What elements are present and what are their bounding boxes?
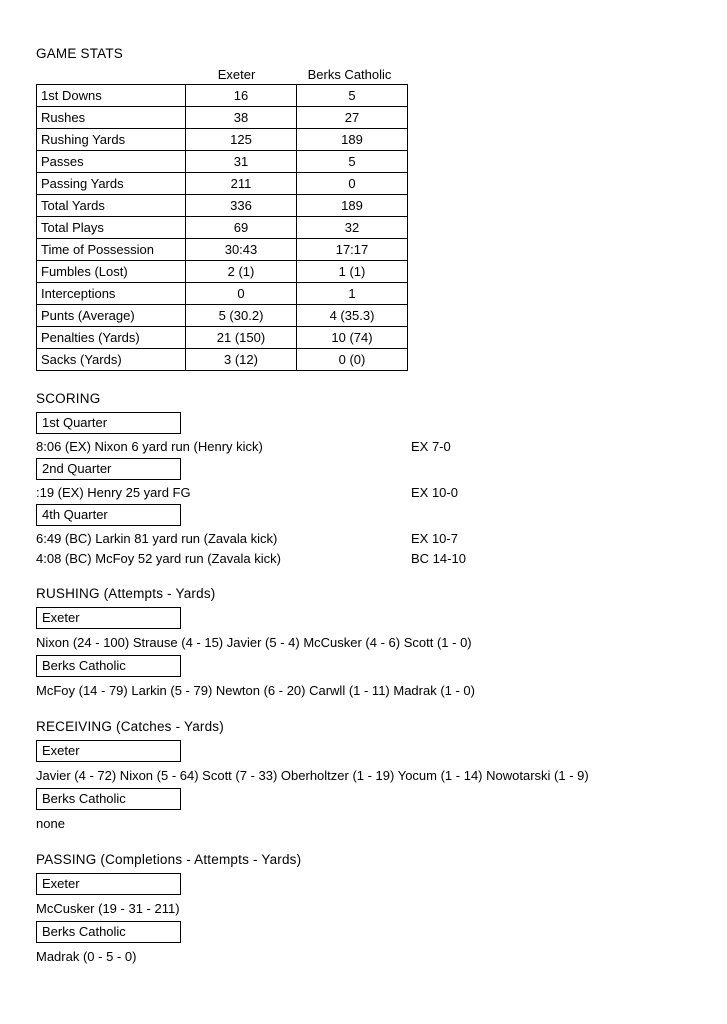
scoring-play-score: EX 7-0 bbox=[411, 439, 451, 454]
table-row bbox=[37, 239, 408, 261]
stat-value-exeter: 30:43 bbox=[186, 239, 297, 261]
scoring-play-description: 4:08 (BC) McFoy 52 yard run (Zavala kick) bbox=[36, 551, 281, 566]
receiving-berks-stats: none bbox=[36, 816, 65, 831]
scoring-quarter-2-label: 2nd Quarter bbox=[36, 458, 181, 480]
table-row bbox=[37, 151, 408, 173]
scoring-play-score: EX 10-7 bbox=[411, 531, 458, 546]
receiving-section bbox=[36, 719, 696, 832]
table-row bbox=[37, 173, 408, 195]
stat-value-exeter: 125 bbox=[186, 129, 297, 151]
passing-exeter-stats: McCusker (19 - 31 - 211) bbox=[36, 901, 180, 916]
scoring-play bbox=[36, 439, 696, 454]
passing-exeter-label: Exeter bbox=[36, 873, 181, 895]
stat-value-berks: 5 bbox=[297, 85, 408, 107]
scoring-play-description: 8:06 (EX) Nixon 6 yard run (Henry kick) bbox=[36, 439, 263, 454]
scoring-play-description: :19 (EX) Henry 25 yard FG bbox=[36, 485, 191, 500]
stat-label: Passes bbox=[37, 151, 186, 173]
table-row bbox=[37, 327, 408, 349]
scoring-play-description: 6:49 (BC) Larkin 81 yard run (Zavala kick) bbox=[36, 531, 278, 546]
game-stats-table-body bbox=[37, 85, 408, 371]
rushing-title: RUSHING (Attempts - Yards) bbox=[36, 586, 216, 601]
scoring-quarter-4-label: 4th Quarter bbox=[36, 504, 181, 526]
stat-value-berks: 189 bbox=[297, 129, 408, 151]
stat-label: 1st Downs bbox=[37, 85, 186, 107]
rushing-exeter-label: Exeter bbox=[36, 607, 181, 629]
stat-value-berks: 0 bbox=[297, 173, 408, 195]
table-row bbox=[37, 305, 408, 327]
stat-value-berks: 4 (35.3) bbox=[297, 305, 408, 327]
stat-value-berks: 0 (0) bbox=[297, 349, 408, 371]
stat-value-exeter: 3 (12) bbox=[186, 349, 297, 371]
stats-header-team-exeter: Exeter bbox=[217, 67, 256, 82]
stat-label: Fumbles (Lost) bbox=[37, 261, 186, 283]
stat-value-berks: 32 bbox=[297, 217, 408, 239]
game-stats-title: GAME STATS bbox=[36, 46, 124, 61]
table-row bbox=[37, 261, 408, 283]
stat-value-exeter: 5 (30.2) bbox=[186, 305, 297, 327]
stat-value-exeter: 211 bbox=[186, 173, 297, 195]
game-stats-table bbox=[36, 84, 408, 371]
receiving-exeter-label: Exeter bbox=[36, 740, 181, 762]
stat-value-berks: 27 bbox=[297, 107, 408, 129]
scoring-play-score: BC 14-10 bbox=[411, 551, 466, 566]
stat-label: Passing Yards bbox=[37, 173, 186, 195]
stat-value-exeter: 0 bbox=[186, 283, 297, 305]
stat-label: Rushes bbox=[37, 107, 186, 129]
stat-label: Time of Possession bbox=[37, 239, 186, 261]
passing-title: PASSING (Completions - Attempts - Yards) bbox=[36, 852, 302, 867]
stat-value-exeter: 2 (1) bbox=[186, 261, 297, 283]
table-row bbox=[37, 129, 408, 151]
stats-header-team-berks: Berks Catholic bbox=[307, 67, 392, 82]
table-row bbox=[37, 283, 408, 305]
rushing-berks-stats: McFoy (14 - 79) Larkin (5 - 79) Newton (6 - 20) Carwll (1 - 11) Madrak (1 - 0) bbox=[36, 683, 475, 698]
stat-label: Punts (Average) bbox=[37, 305, 186, 327]
passing-berks-stats: Madrak (0 - 5 - 0) bbox=[36, 949, 137, 964]
table-row bbox=[37, 349, 408, 371]
scoring-play bbox=[36, 551, 696, 566]
stats-header-spacer bbox=[36, 67, 180, 82]
stat-value-berks: 10 (74) bbox=[297, 327, 408, 349]
table-row bbox=[37, 217, 408, 239]
stat-value-berks: 17:17 bbox=[297, 239, 408, 261]
stat-label: Interceptions bbox=[37, 283, 186, 305]
stat-label: Sacks (Yards) bbox=[37, 349, 186, 371]
table-row bbox=[37, 107, 408, 129]
stat-value-berks: 189 bbox=[297, 195, 408, 217]
stat-value-exeter: 21 (150) bbox=[186, 327, 297, 349]
stat-value-berks: 1 bbox=[297, 283, 408, 305]
stat-label: Penalties (Yards) bbox=[37, 327, 186, 349]
scoring-quarter-1-label: 1st Quarter bbox=[36, 412, 181, 434]
stat-label: Total Plays bbox=[37, 217, 186, 239]
scoring-play bbox=[36, 485, 696, 500]
receiving-exeter-stats: Javier (4 - 72) Nixon (5 - 64) Scott (7 - 33) Oberholtzer (1 - 19) Yocum (1 - 14) Nowotarski (1 - 9) bbox=[36, 768, 589, 783]
stat-value-exeter: 31 bbox=[186, 151, 297, 173]
stat-value-berks: 1 (1) bbox=[297, 261, 408, 283]
table-row bbox=[37, 85, 408, 107]
passing-section bbox=[36, 852, 696, 965]
receiving-berks-label: Berks Catholic bbox=[36, 788, 181, 810]
stat-value-exeter: 336 bbox=[186, 195, 297, 217]
table-row bbox=[37, 195, 408, 217]
game-stats-header-row bbox=[36, 67, 696, 82]
receiving-title: RECEIVING (Catches - Yards) bbox=[36, 719, 224, 734]
rushing-exeter-stats: Nixon (24 - 100) Strause (4 - 15) Javier (5 - 4) McCusker (4 - 6) Scott (1 - 0) bbox=[36, 635, 472, 650]
scoring-play-score: EX 10-0 bbox=[411, 485, 458, 500]
rushing-section bbox=[36, 586, 696, 699]
scoring-section bbox=[36, 391, 696, 566]
stat-label: Total Yards bbox=[37, 195, 186, 217]
stat-value-exeter: 69 bbox=[186, 217, 297, 239]
rushing-berks-label: Berks Catholic bbox=[36, 655, 181, 677]
document-body bbox=[36, 46, 696, 969]
stat-value-exeter: 38 bbox=[186, 107, 297, 129]
stat-value-berks: 5 bbox=[297, 151, 408, 173]
passing-berks-label: Berks Catholic bbox=[36, 921, 181, 943]
scoring-play bbox=[36, 531, 696, 546]
stat-value-exeter: 16 bbox=[186, 85, 297, 107]
stat-label: Rushing Yards bbox=[37, 129, 186, 151]
scoring-title: SCORING bbox=[36, 391, 101, 406]
